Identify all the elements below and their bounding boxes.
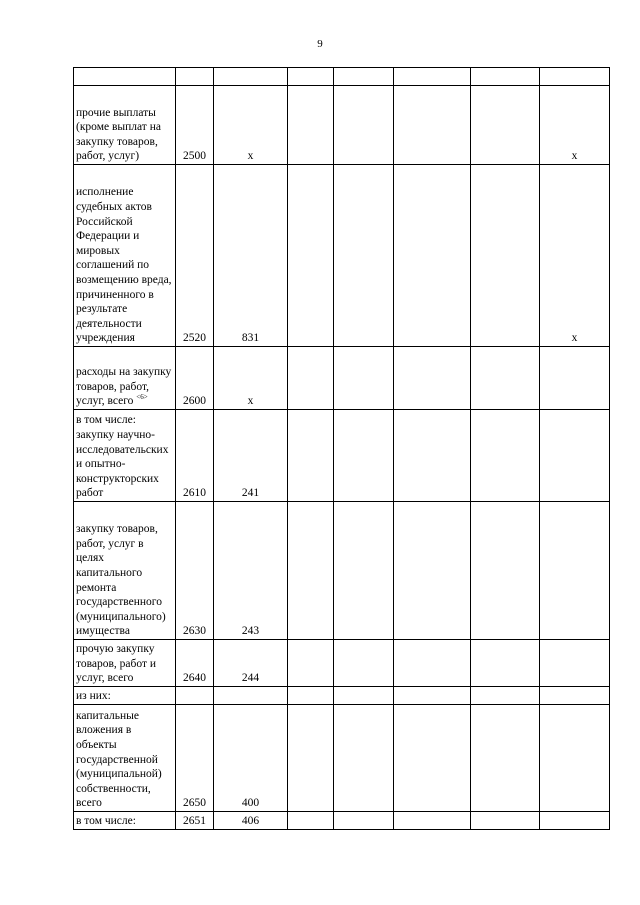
row-code-cell: 2650 [176, 705, 214, 812]
row-name-cell [74, 410, 176, 502]
table-cell [471, 165, 540, 347]
row-name-cell [74, 347, 176, 410]
table-cell [471, 687, 540, 705]
row-kbk-cell [214, 687, 288, 705]
table-cell [334, 68, 394, 86]
row-name-cell [74, 68, 176, 86]
table-cell [334, 640, 394, 687]
table-cell [288, 68, 334, 86]
row-code-cell: 2500 [176, 86, 214, 165]
row-code-cell: 2600 [176, 347, 214, 410]
row-col8-cell [540, 68, 610, 86]
row-name-cell [74, 705, 176, 812]
table-cell [334, 165, 394, 347]
table-cell [471, 640, 540, 687]
row-name-cell [74, 502, 176, 640]
row-kbk-cell [214, 68, 288, 86]
row-code-cell [176, 68, 214, 86]
row-name-cell [74, 812, 176, 830]
row-code-cell: 2520 [176, 165, 214, 347]
table-cell [394, 410, 471, 502]
table-row [74, 165, 610, 347]
table-cell [334, 347, 394, 410]
table-cell [334, 502, 394, 640]
table-cell [471, 705, 540, 812]
row-code-cell [176, 687, 214, 705]
row-code-cell: 2640 [176, 640, 214, 687]
row-name-cell [74, 165, 176, 347]
table-row [74, 705, 610, 812]
table-cell [334, 705, 394, 812]
row-kbk-cell: x [214, 86, 288, 165]
row-name-text: прочую закупку товаров, работ и услуг, всего [76, 643, 157, 685]
row-kbk-cell: 243 [214, 502, 288, 640]
row-name-text: исполнение судебных актов Российской Федерации и мировых соглашений по возмещению вреда, причиненного в результате деятельности учреждения [76, 186, 172, 345]
table-cell [334, 812, 394, 830]
row-name-text: расходы на закупку товаров, работ, услуг, всего [76, 366, 172, 408]
row-name-cell [74, 687, 176, 705]
table-cell [288, 410, 334, 502]
table-row [74, 812, 610, 830]
row-name-cell [74, 640, 176, 687]
row-col8-cell [540, 812, 610, 830]
table-row [74, 502, 610, 640]
table-cell [394, 86, 471, 165]
table-cell [471, 812, 540, 830]
table-cell [288, 502, 334, 640]
table-cell [394, 705, 471, 812]
table-cell [334, 687, 394, 705]
table-cell [394, 640, 471, 687]
table-cell [471, 86, 540, 165]
row-name-text: из них: [76, 690, 111, 703]
table-cell [394, 502, 471, 640]
table-cell [394, 812, 471, 830]
table-row [74, 410, 610, 502]
row-kbk-cell: 241 [214, 410, 288, 502]
row-name-cell [74, 86, 176, 165]
table-cell [394, 68, 471, 86]
table-cell [334, 410, 394, 502]
row-col8-cell [540, 502, 610, 640]
table-cell [471, 68, 540, 86]
row-col8-cell: x [540, 86, 610, 165]
table-cell [288, 165, 334, 347]
row-kbk-cell: x [214, 347, 288, 410]
table-cell [288, 86, 334, 165]
row-code-cell: 2630 [176, 502, 214, 640]
table-cell [394, 347, 471, 410]
financial-plan-table [73, 67, 610, 830]
row-name-text: в том числе: [76, 815, 136, 828]
row-col8-cell [540, 410, 610, 502]
table-cell [288, 347, 334, 410]
row-name-text: капитальные вложения в объекты государственной (муниципальной) собственности, всего [76, 709, 162, 810]
row-name-text: прочие выплаты (кроме выплат на закупку товаров, работ, услуг) [76, 106, 161, 163]
table-cell [471, 347, 540, 410]
table-cell [471, 410, 540, 502]
table-cell [288, 687, 334, 705]
table-cell [394, 687, 471, 705]
row-col8-cell [540, 347, 610, 410]
row-col8-cell [540, 687, 610, 705]
row-code-cell: 2610 [176, 410, 214, 502]
row-kbk-cell: 831 [214, 165, 288, 347]
table-cell [288, 640, 334, 687]
table-cell [334, 86, 394, 165]
table-cell [288, 705, 334, 812]
row-col8-cell [540, 640, 610, 687]
table-cell [394, 165, 471, 347]
page-number: 9 [317, 38, 323, 50]
footnote-marker: <6> [136, 393, 148, 402]
table-row [74, 687, 610, 705]
table-row [74, 640, 610, 687]
row-kbk-cell: 400 [214, 705, 288, 812]
table-cell [471, 502, 540, 640]
row-code-cell: 2651 [176, 812, 214, 830]
table-cell [288, 812, 334, 830]
table-row [74, 68, 610, 86]
row-col8-cell [540, 705, 610, 812]
row-kbk-cell: 244 [214, 640, 288, 687]
row-kbk-cell: 406 [214, 812, 288, 830]
row-name-text: закупку товаров, работ, услуг в целях капитального ремонта государственного (муниципального) имущества [76, 523, 166, 638]
row-col8-cell: x [540, 165, 610, 347]
table-row [74, 86, 610, 165]
table-row [74, 347, 610, 410]
row-name-text: в том числе: закупку научно-исследовательских и опытно-конструкторских работ [76, 414, 169, 500]
